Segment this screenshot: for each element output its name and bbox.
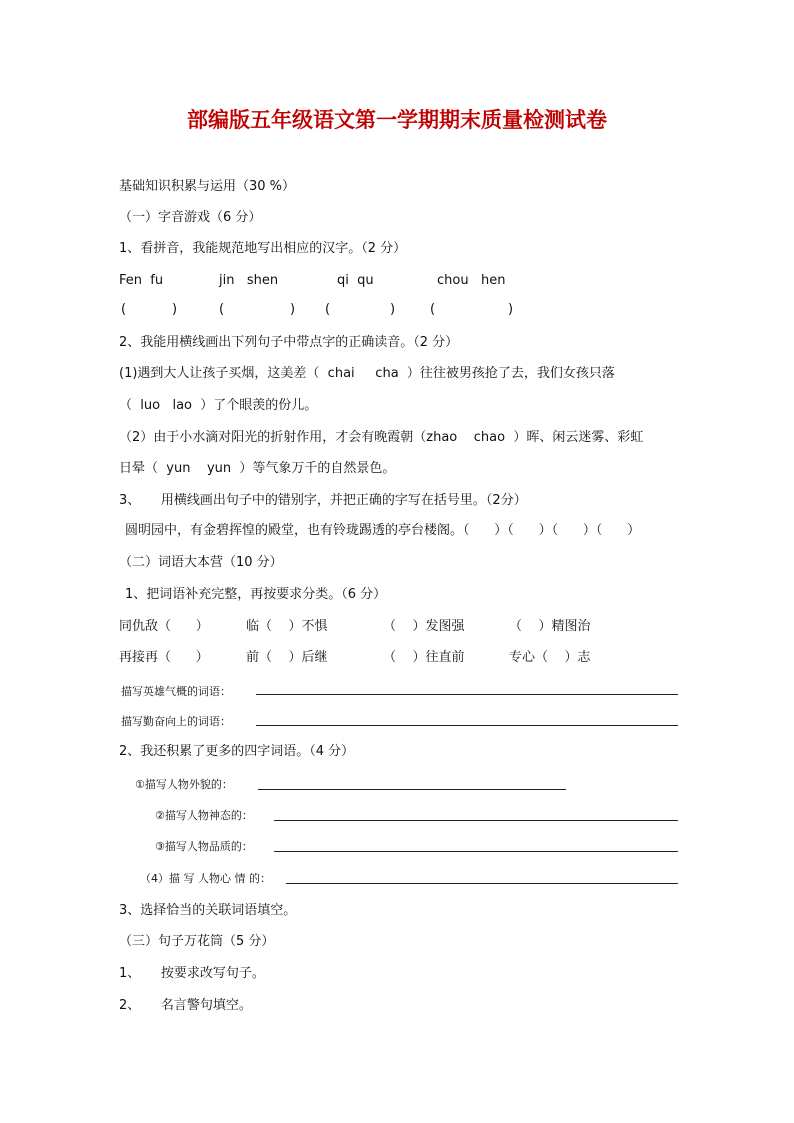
expression-label: ②描写人物神态的： <box>155 809 253 822</box>
part2-heading: （二）词语大本营（10 分） <box>119 555 283 570</box>
answer-paren-open: ( <box>430 302 436 317</box>
answer-line <box>286 883 678 884</box>
category-heroic-label: 描写英雄气概的词语： <box>121 685 231 698</box>
answer-line <box>274 851 678 852</box>
pinyin-1: Fen fu <box>119 273 164 288</box>
part2-question3: 3、选择恰当的关联词语填空。 <box>119 903 297 918</box>
category-diligent-label: 描写勤奋向上的词语： <box>121 715 231 728</box>
idiom-fill: 前（ ）后继 <box>246 650 328 665</box>
part3-question1: 1、 按要求改写句子。 <box>119 966 265 981</box>
mood-label: （4）描 写 人物心 情 的： <box>140 872 271 885</box>
idiom-fill: 再接再（ ） <box>119 650 209 665</box>
part3-heading: （三）句子万花筒（5 分） <box>119 934 275 949</box>
idiom-fill: （ ）精图治 <box>509 619 591 634</box>
answer-paren-close: ) <box>290 302 296 317</box>
answer-paren-close: ) <box>508 302 514 317</box>
idiom-fill: 临（ ）不惧 <box>246 619 328 634</box>
part2-question2: 2、我还积累了更多的四字词语。（4 分） <box>119 744 355 759</box>
answer-line <box>274 820 678 821</box>
answer-paren-close: ) <box>172 302 178 317</box>
answer-paren-close: ) <box>390 302 396 317</box>
idiom-fill: 专心（ ）志 <box>509 650 591 665</box>
appearance-label: ①描写人物外貌的： <box>135 778 233 791</box>
question2-sentence2-cont: 日晕（ yun yun ）等气象万千的自然景色。 <box>119 461 396 476</box>
pinyin-2: jin shen <box>219 273 279 288</box>
part1-question2: 2、我能用横线画出下列句子中带点字的正确读音。（2 分） <box>119 335 459 350</box>
page-title: 部编版五年级语文第一学期期末质量检测试卷 <box>187 107 607 132</box>
question3-sentence: 圆明园中，有金碧挥惶的殿堂，也有铃珑踢透的亭台楼阁。（ ）（ ）（ ）（ ） <box>125 523 641 538</box>
answer-paren-open: ( <box>325 302 331 317</box>
answer-line <box>256 694 678 695</box>
question2-sentence1: (1)遇到大人让孩子买烟，这美差（ chai cha ）往往被男孩抢了去，我们女孩只落 <box>119 366 615 381</box>
pinyin-3: qi qu <box>337 273 374 288</box>
pinyin-4: chou hen <box>437 273 506 288</box>
idiom-fill: （ ）发图强 <box>383 619 465 634</box>
question2-sentence2: （2）由于小水滴对阳光的折射作用，才会有晚霞朝（zhao chao ）晖、闲云迷雾、彩虹 <box>119 430 644 445</box>
part2-question1: 1、把词语补充完整，再按要求分类。（6 分） <box>125 587 387 602</box>
character-label: ③描写人物品质的： <box>155 840 253 853</box>
part1-question3: 3、 用横线画出句子中的错别字，并把正确的字写在括号里。（2分） <box>119 493 527 508</box>
answer-paren-open: ( <box>219 302 225 317</box>
answer-line <box>256 725 678 726</box>
answer-line <box>258 789 566 790</box>
answer-paren-open: ( <box>121 302 127 317</box>
section-heading: 基础知识积累与运用（30 %） <box>119 179 296 194</box>
part1-heading: （一）字音游戏（6 分） <box>119 210 262 225</box>
question2-sentence1-cont: （ luo lao ）了个眼羡的份儿。 <box>119 398 318 413</box>
part3-question2: 2、 名言警句填空。 <box>119 998 252 1013</box>
idiom-fill: 同仇敌（ ） <box>119 619 209 634</box>
part1-question1: 1、看拼音，我能规范地写出相应的汉字。（2 分） <box>119 241 407 256</box>
idiom-fill: （ ）往直前 <box>383 650 465 665</box>
